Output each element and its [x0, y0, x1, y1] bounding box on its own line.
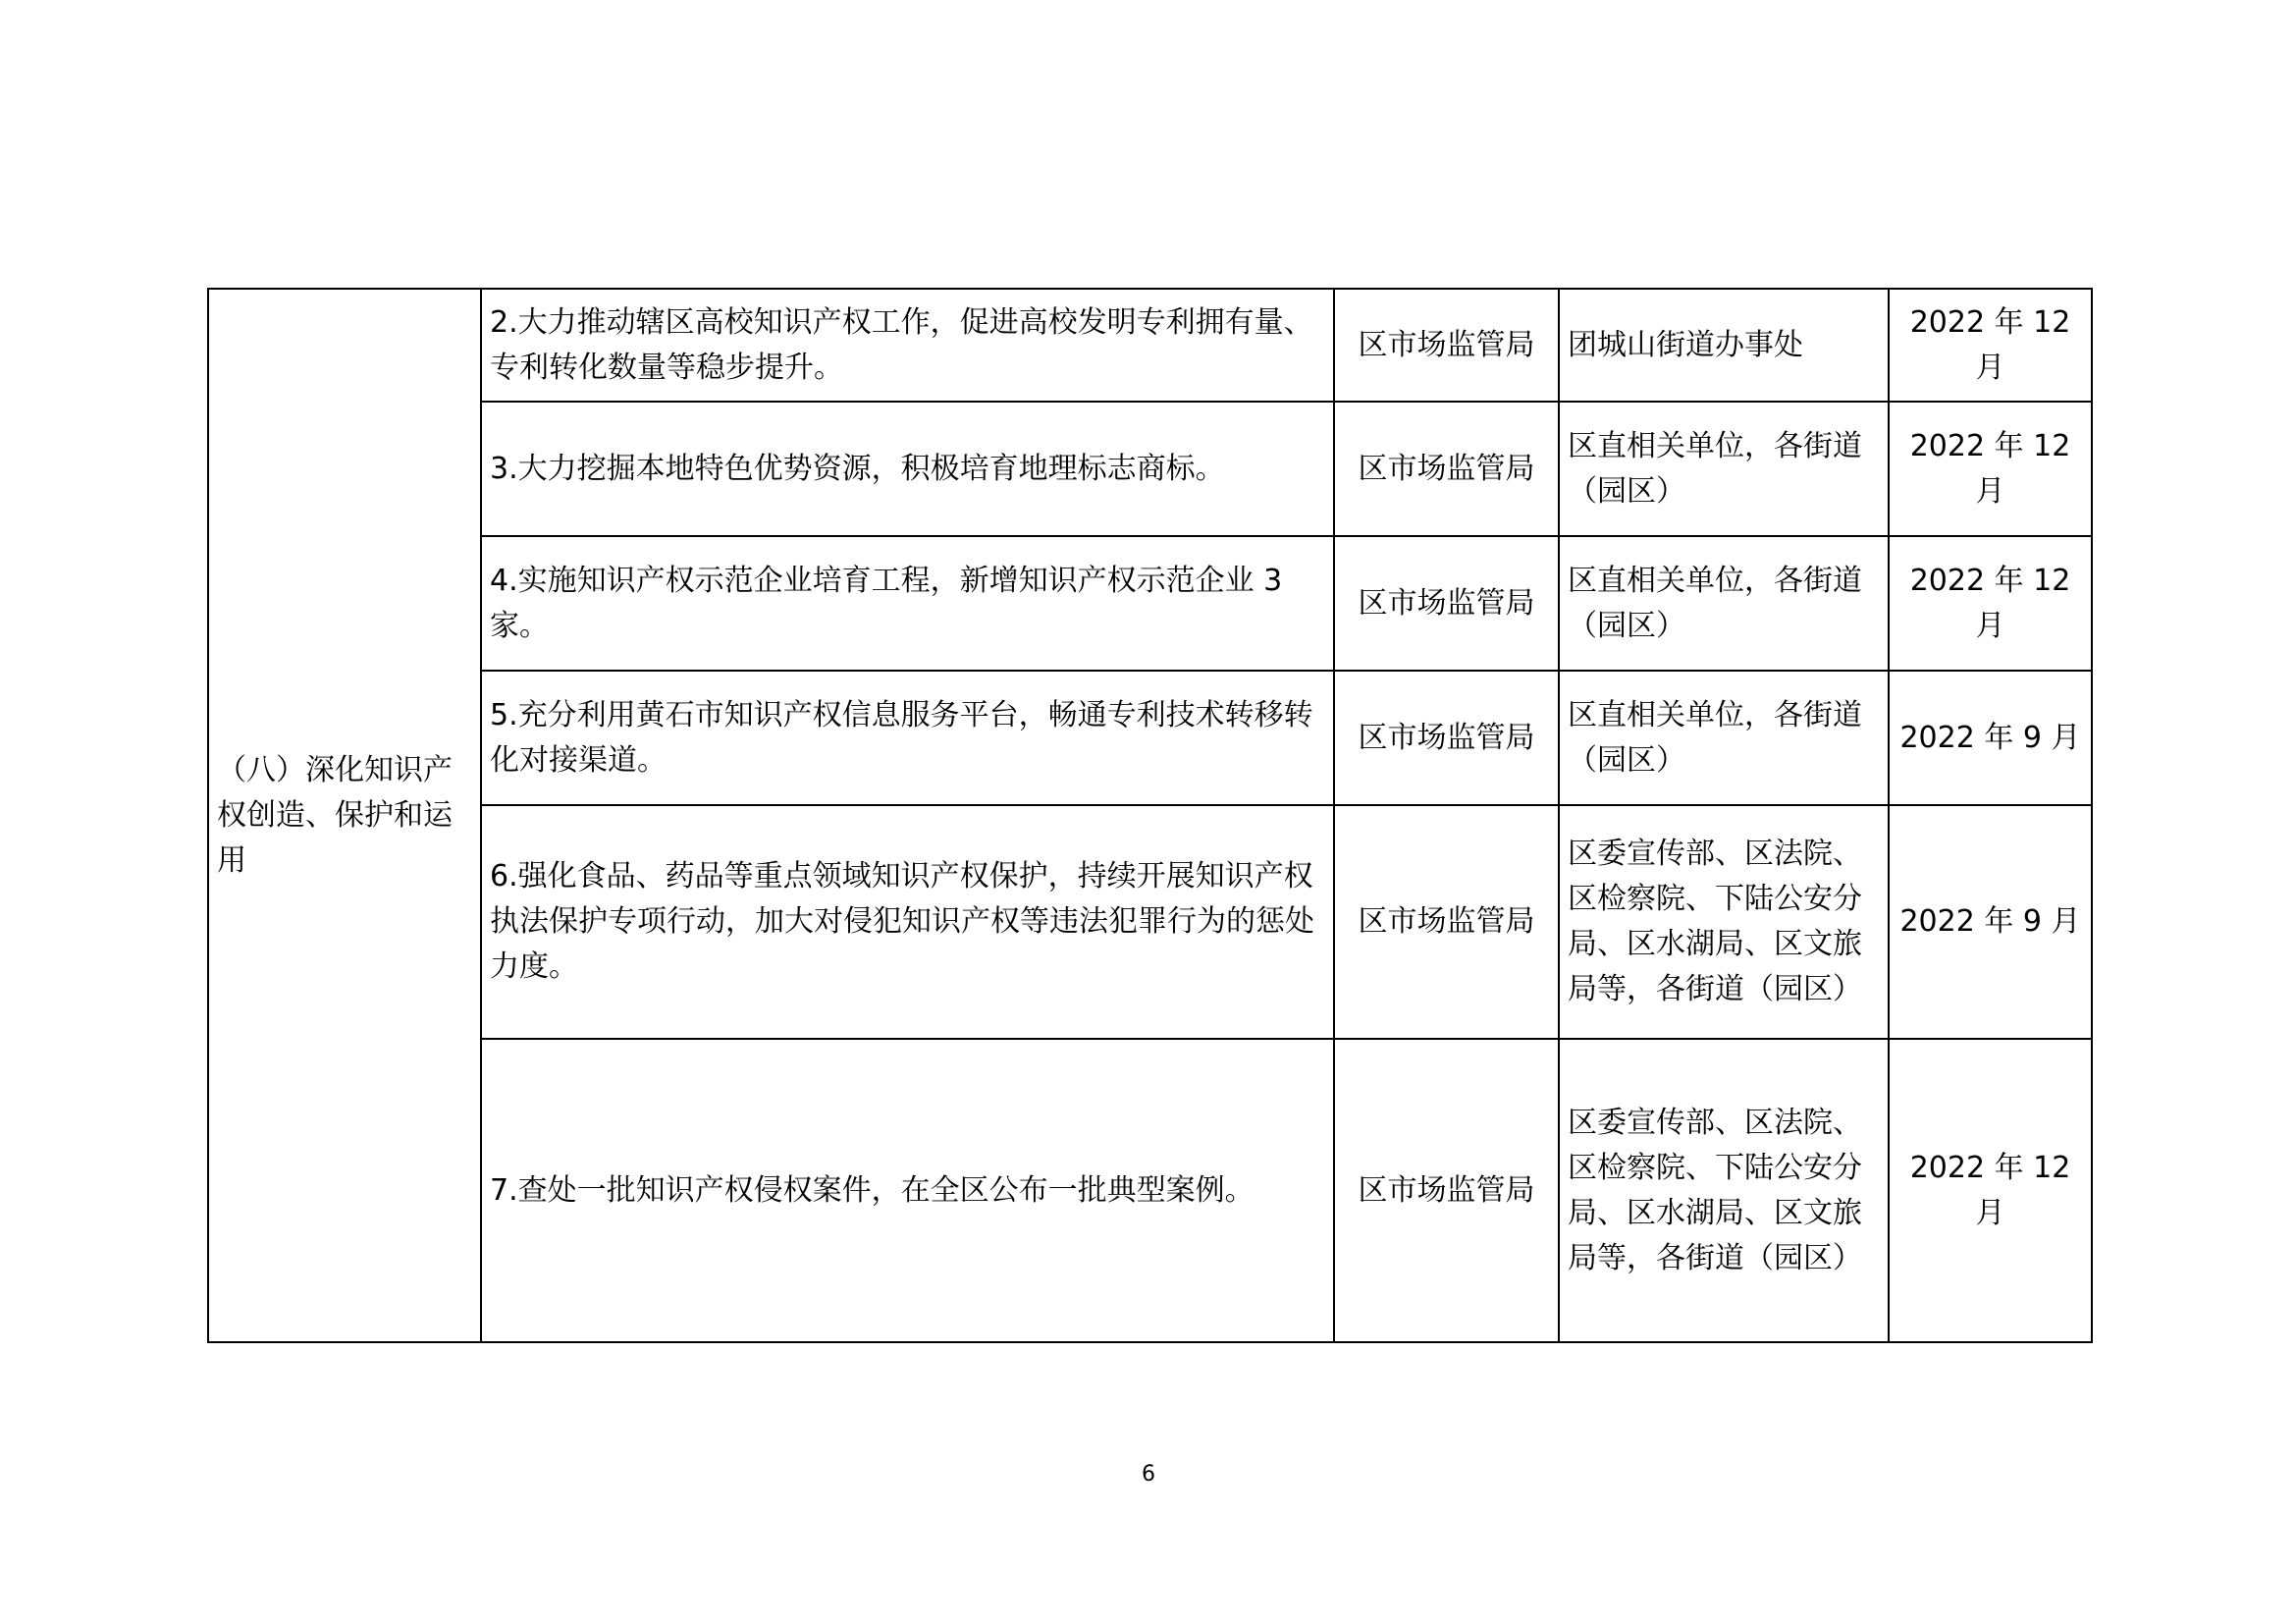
category-cell: （八）深化知识产权创造、保护和运用 — [208, 289, 481, 1342]
lead-unit-cell: 区市场监管局 — [1334, 402, 1559, 536]
lead-unit-cell: 区市场监管局 — [1334, 536, 1559, 671]
deadline-cell: 2022 年 9 月 — [1889, 671, 2092, 805]
cooperating-unit-cell: 区委宣传部、区法院、区检察院、下陆公安分局、区水湖局、区文旅局等，各街道（园区） — [1559, 805, 1889, 1039]
lead-unit-cell: 区市场监管局 — [1334, 289, 1559, 402]
table-row — [208, 1039, 2092, 1342]
table-row — [208, 805, 2092, 1039]
cooperating-unit-cell: 团城山街道办事处 — [1559, 289, 1889, 402]
deadline-cell: 2022 年 9 月 — [1889, 805, 2092, 1039]
lead-unit-cell: 区市场监管局 — [1334, 805, 1559, 1039]
page-number: 6 — [1142, 1462, 1155, 1487]
cooperating-unit-cell: 区直相关单位，各街道（园区） — [1559, 671, 1889, 805]
lead-unit-cell: 区市场监管局 — [1334, 671, 1559, 805]
lead-unit-cell: 区市场监管局 — [1334, 1039, 1559, 1342]
deadline-cell: 2022 年 12 月 — [1889, 402, 2092, 536]
table-row — [208, 402, 2092, 536]
deadline-cell: 2022 年 12 月 — [1889, 536, 2092, 671]
task-cell: 6.强化食品、药品等重点领域知识产权保护，持续开展知识产权执法保护专项行动，加大对侵犯知识产权等违法犯罪行为的惩处力度。 — [481, 805, 1334, 1039]
deadline-cell: 2022 年 12 月 — [1889, 289, 2092, 402]
cooperating-unit-cell: 区直相关单位，各街道（园区） — [1559, 402, 1889, 536]
table-row — [208, 289, 2092, 402]
cooperating-unit-cell: 区委宣传部、区法院、区检察院、下陆公安分局、区水湖局、区文旅局等，各街道（园区） — [1559, 1039, 1889, 1342]
table-row — [208, 536, 2092, 671]
deadline-cell: 2022 年 12 月 — [1889, 1039, 2092, 1342]
task-cell: 7.查处一批知识产权侵权案件，在全区公布一批典型案例。 — [481, 1039, 1334, 1342]
task-table — [207, 288, 2093, 1343]
task-cell: 2.大力推动辖区高校知识产权工作，促进高校发明专利拥有量、专利转化数量等稳步提升。 — [481, 289, 1334, 402]
cooperating-unit-cell: 区直相关单位，各街道（园区） — [1559, 536, 1889, 671]
task-cell: 3.大力挖掘本地特色优势资源，积极培育地理标志商标。 — [481, 402, 1334, 536]
table-row — [208, 671, 2092, 805]
task-cell: 5.充分利用黄石市知识产权信息服务平台，畅通专利技术转移转化对接渠道。 — [481, 671, 1334, 805]
task-cell: 4.实施知识产权示范企业培育工程，新增知识产权示范企业 3 家。 — [481, 536, 1334, 671]
